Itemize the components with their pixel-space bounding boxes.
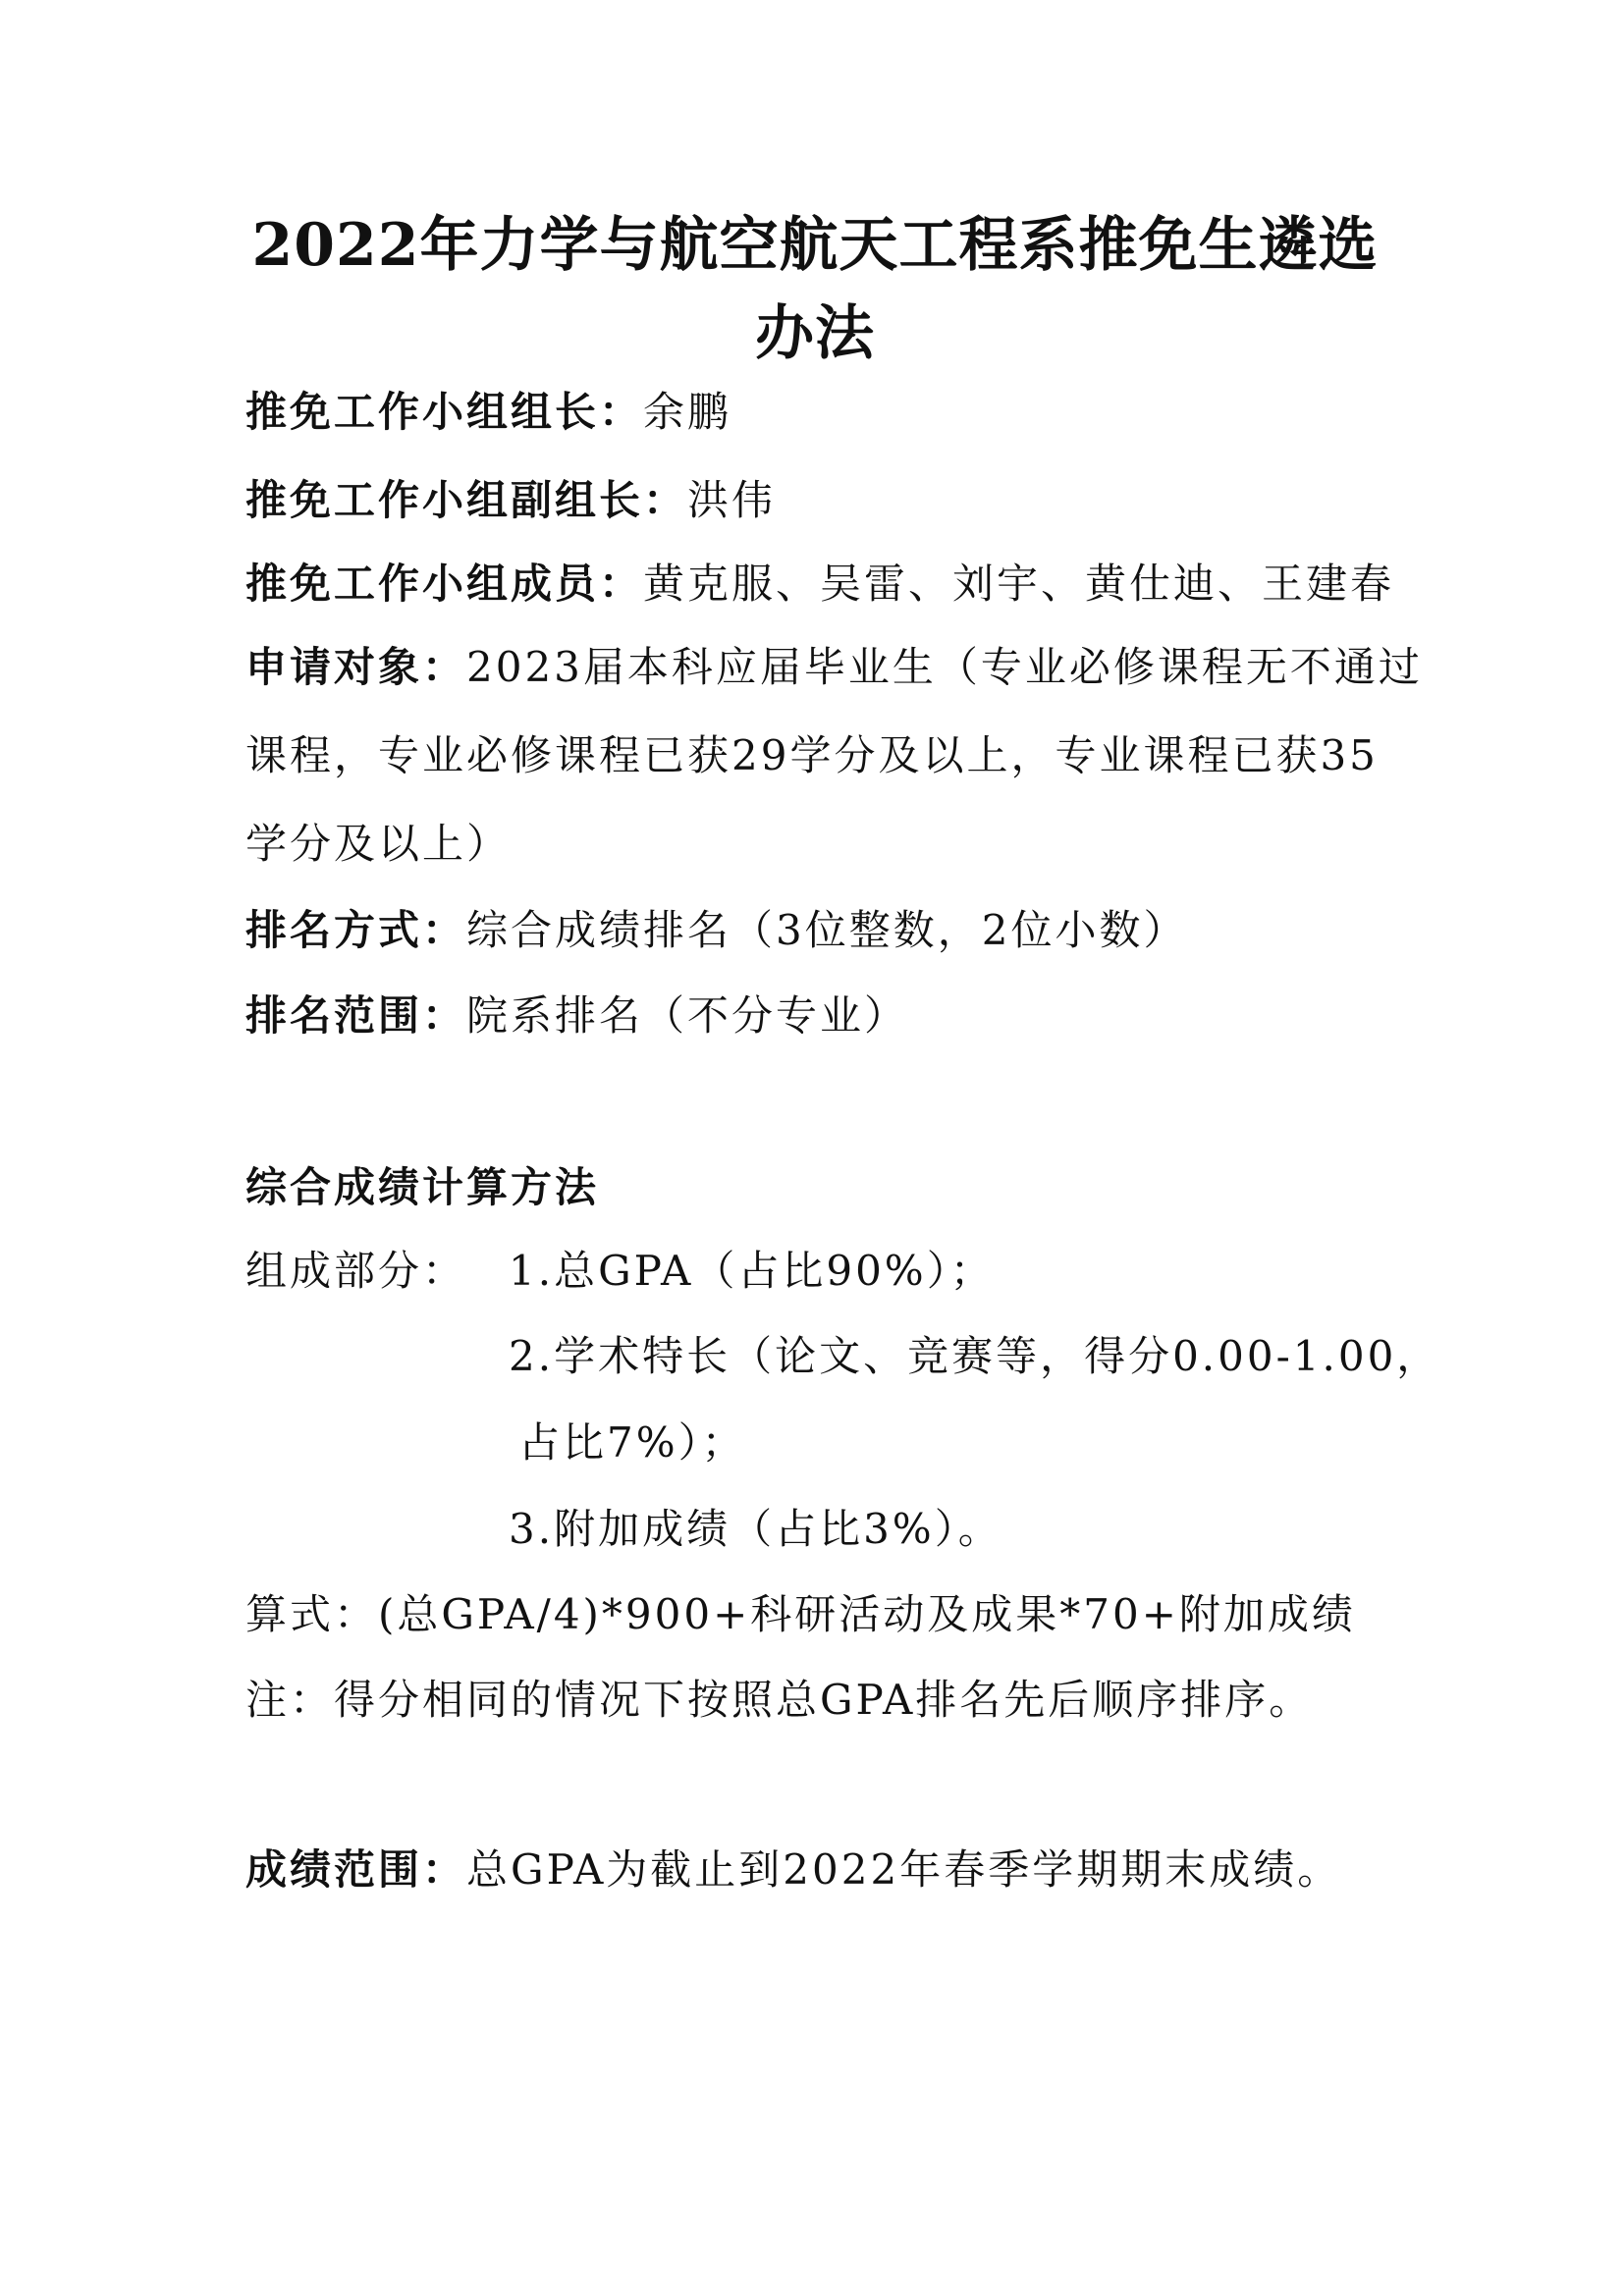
ranking-method-value: 综合成绩排名（3位整数，2位小数） xyxy=(466,906,1188,954)
component-2-line-1: 2.学术特长（论文、竞赛等，得分0.00-1.00， xyxy=(509,1332,1441,1380)
ranking-scope-row xyxy=(245,987,908,1045)
vice-leader-label: 推免工作小组副组长： xyxy=(245,476,688,524)
component-1: 1.总GPA（占比90%）； xyxy=(509,1247,995,1295)
ranking-method-row xyxy=(245,901,1187,960)
leader-label: 推免工作小组组长： xyxy=(245,388,644,436)
ranking-scope-value: 院系排名（不分专业） xyxy=(466,991,909,1040)
vice-leader-row xyxy=(245,471,776,530)
formula: 算式：(总GPA/4)*900+科研活动及成果*70+附加成绩 xyxy=(245,1590,1356,1638)
applicants-text-2: 课程，专业必修课程已获29学分及以上，专业课程已获35 xyxy=(245,731,1379,779)
applicants-label: 申请对象： xyxy=(245,643,467,691)
note: 注：得分相同的情况下按照总GPA排名先后顺序排序。 xyxy=(245,1676,1314,1724)
members-row xyxy=(245,555,1394,614)
applicants-text-1: 2023届本科应届毕业生（专业必修课程无不通过 xyxy=(466,643,1423,691)
score-scope-label: 成绩范围： xyxy=(245,1845,467,1894)
component-3: 3.附加成绩（占比3%）。 xyxy=(509,1505,1002,1553)
calc-heading: 综合成绩计算方法 xyxy=(245,1163,600,1211)
applicants-text-3: 学分及以上） xyxy=(245,820,512,868)
members-label: 推免工作小组成员： xyxy=(245,560,644,608)
members-value: 黄克服、吴雷、刘宇、黄仕迪、王建春 xyxy=(643,560,1395,608)
document-title-line-1: 2022年力学与航空航天工程系推免生遴选 xyxy=(251,211,1379,280)
score-scope-row xyxy=(245,1841,1341,1899)
vice-leader-value: 洪伟 xyxy=(687,476,777,524)
components-label: 组成部分： xyxy=(245,1247,467,1295)
ranking-method-label: 排名方式： xyxy=(245,906,467,954)
leader-value: 余鹏 xyxy=(643,388,732,436)
component-2-line-2: 占比7%）； xyxy=(518,1418,746,1467)
leader-row xyxy=(245,383,731,442)
applicants-row-1 xyxy=(245,638,1423,697)
document-title-line-2: 办法 xyxy=(755,299,875,368)
ranking-scope-label: 排名范围： xyxy=(245,991,467,1040)
score-scope-value: 总GPA为截止到2022年春季学期期末成绩。 xyxy=(466,1845,1342,1894)
